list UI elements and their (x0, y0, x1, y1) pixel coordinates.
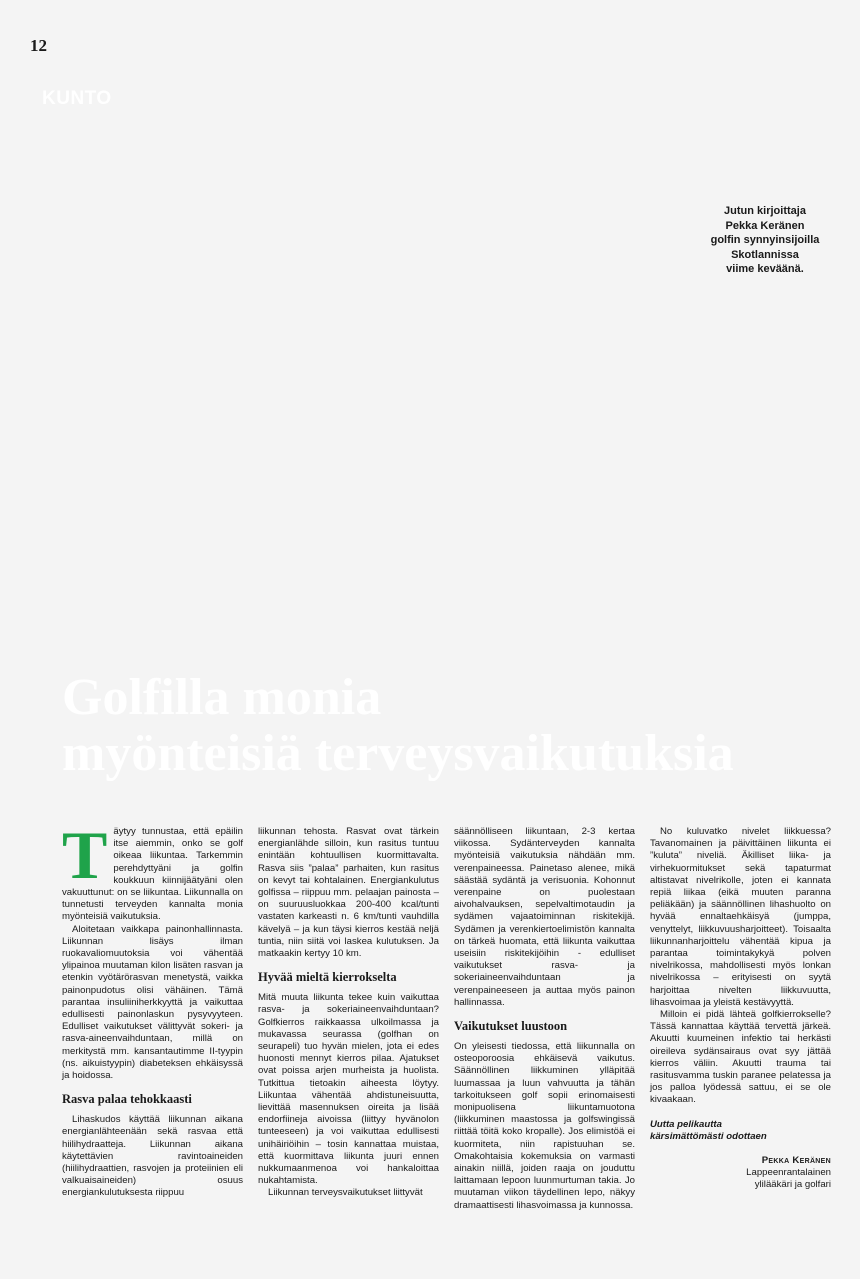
page-number: 12 (30, 36, 47, 55)
closing-remark (650, 1119, 831, 1143)
author-name: Pekka Keränen (761, 1155, 831, 1167)
column-4 (650, 826, 831, 1212)
closing-line: Uutta pelikautta (650, 1118, 722, 1130)
column-2 (258, 826, 439, 1212)
caption-line: Skotlannissa (731, 248, 799, 261)
paragraph: No kuluvatko nivelet liikkuessa? Tavanomainen ja päivittäinen liikunta ei ”kuluta” niveliä. Äkilliset liika- ja virhekuormitukset sekä tapaturmat altistavat nivelrikolle, joten ei kannata repiä liikaa (eikä muuten paranna peliäkään) ja säännöllinen lihashuolto on hyvää ennaltaehkäisyä (jumppa, venyttelyt, liikkuvuusharjoitteet). Toisaalta liikunnanharjoittelu vähentää kipua ja parantaa toimintakykyä polven nivelrikossa, mahdollisesti myös lonkan nivelrikossa – erityisesti on syytä harjoittaa nivelten liikkuvuutta, lihasvoimaa ja yleistä kestävyyttä. (650, 826, 831, 1008)
paragraph: liikunnan tehosta. Rasvat ovat tärkein energianlähde silloin, kun rasitus tuntuu enintään kohtuullisen kuormittavalta. Rasva siis ”palaa” parhaiten, kun rasitus on kevyt tai kohtalainen. Energiankulutus golfissa – riippuu mm. pelaajan painosta – on suuruusluokkaa 200-400 kcal/tunti vastaten karkeasti n. 6 km/tunti vauhdilla kävelyä – ja kun täysi kierros kestää neljä tuntia, niin siitä voi laskea kulutuksen. Ja matkaakin kertyy 10 km. (258, 826, 439, 960)
caption-line: Pekka Keränen (725, 219, 805, 232)
paragraph: Milloin ei pidä lähteä golfkierrokselle? Tässä kannattaa käyttää tervettä järkeä. Akuutti kuumeinen infektio tai herkästi oireileva sydänsairaus ovat syy jättää kierros väliin. Akuutti trauma tai rasitusvamma tuskin paranee pelatessa ja jos palloa lyödessä sattuu, ei se ole kivaakaan. (650, 1009, 831, 1106)
column-3 (454, 826, 635, 1212)
article-headline (62, 670, 852, 782)
subheading: Vaikutukset luustoon (454, 1019, 568, 1034)
drop-cap: T (62, 817, 108, 893)
paragraph: säännölliseen liikuntaan, 2-3 kertaa viikossa. Sydänterveyden kannalta myönteisiä vaikutuksia nähdään mm. verenpaineessa. Painetaso alenee, mikä säästää sydäntä ja verisuonia. Kohonnut verenpaine on puolestaan aivohalvauksen, sepelvaltimotaudin ja sydämen vajaatoiminnan riskitekijä. Sydämen ja verenkiertoelimistön kannalta on tärkeä huomata, että liikunta vaikuttaa useisiin riskitekijöihin - edulliset vaikutukset rasva- ja sokeriaineenvaihduntaan ja verenpaineeseen ja auttaa myös painon hallinnassa. (454, 826, 635, 1008)
author-title: ylilääkäri ja golfari (754, 1179, 831, 1191)
column-1 (62, 817, 243, 1212)
paragraph: Mitä muuta liikunta tekee kuin vaikuttaa rasva- ja sokeriaineenvaihduntaan? Golfkierros raikkaassa ulkoilmassa ja mukavassa seurassa (golfhan on seurapeli) tuo hyvän mielen, jota ei edes huonosti mennyt kierros pilaa. Ajatukset ovat poissa arjen murheista ja huolista. Tutkittua tietoakin aiheesta löytyy. Liikuntaa vähentää ahdistuneisuutta, lievittää masennuksen oireita ja lisää endorfiineja aivoissa (liittyy hyvänolon tunteeseen) ja voi vaikuttaa edullisesti unihäiriöihin – tosin kannattaa muistaa, että kuormittava liikunta juuri ennen nukkumaanmenoa voi hankaloittaa nukahtamista. (258, 992, 439, 1187)
caption-line: golfin synnyinsijoilla (710, 234, 820, 246)
paragraph: Lihaskudos käyttää liikunnan aikana energianlähteenään sekä rasvaa että hiilihydraatteja. Liikunnan aikana käytettävien ravintoaineiden (hiilihydraattien, rasvojen ja proteiinien eli valkuaisaineiden) osuus energiankulutuksesta riippuu (62, 1114, 243, 1199)
author-signature (650, 1155, 831, 1192)
caption-line: Jutun kirjoittaja (724, 205, 806, 217)
headline-line-2: myönteisiä terveysvaikutuksia (62, 725, 734, 782)
headline-line-1: Golfilla monia (62, 669, 382, 726)
author-title: Lappeenrantalainen (746, 1167, 831, 1179)
paragraph-text: äytyy tunnustaa, että epäilin itse aiemmin, onko se golf oikeaa liikuntaa. Tarkemmin perehdyttyäni ja golfin koukkuun kiinnijäätyäni olen vakuuttunut: on se liikuntaa. Liikunnalla on tunnetusti terveyden kannalta monia myönteisiä vaikutuksia. (62, 826, 243, 923)
paragraph (62, 817, 243, 924)
closing-line: kärsimättömästi odottaen (650, 1130, 767, 1142)
photo-caption (690, 204, 840, 277)
subheading: Hyvää mieltä kierrokselta (258, 970, 397, 985)
subheading: Rasva palaa tehokkaasti (62, 1092, 192, 1107)
paragraph: Liikunnan terveysvaikutukset liittyvät (268, 1187, 423, 1199)
section-label: KUNTO (42, 88, 112, 109)
paragraph: Aloitetaan vaikkapa painonhallinnasta. Liikunnan lisäys ilman ruokavaliomuutoksia voi vähentää ylipainoa muutaman kilon lisäten rasvan ja etenkin vyötärörasvan menetystä, vaikka painonpudotus olisi vähäinen. Tämä parantaa insuliiniherkkyyttä ja vaikuttaa edullisesti painonlaskun pysyvyyteen. Edulliset vaikutukset välittyvät sokeri- ja rasva-aineenvaihduntaan, millä on merkitystä mm. kansantautimme II-tyypin (ns. aikuistyypin) diabeteksen ehkäisyssä ja hoidossa. (62, 923, 243, 1082)
caption-line: viime keväänä. (726, 263, 804, 275)
article-body (62, 817, 832, 1212)
paragraph: On yleisesti tiedossa, että liikunnalla on osteoporoosia ehkäisevä vaikutus. Säännöllinen liikkuminen ylläpitää luumassaa ja luun vahvuutta ja tähän tarkoitukseen golf sopii erinomaisesti monipuolisena liikuntamuotona (liikkuminen maastossa ja golfswingissä riittää töitä koko kropalle). Jos elimistöä ei kuormiteta, niin rapistuuhan se. Omakohtaisia kokemuksia on varmasti ainakin niillä, joiden raaja on jouduttu laittamaan lepoon luunmurtuman takia. Jo muutaman viikon täydellinen lepo, näkyy dramaattisesti lihasvoimassa ja kunnossa. (454, 1041, 635, 1211)
